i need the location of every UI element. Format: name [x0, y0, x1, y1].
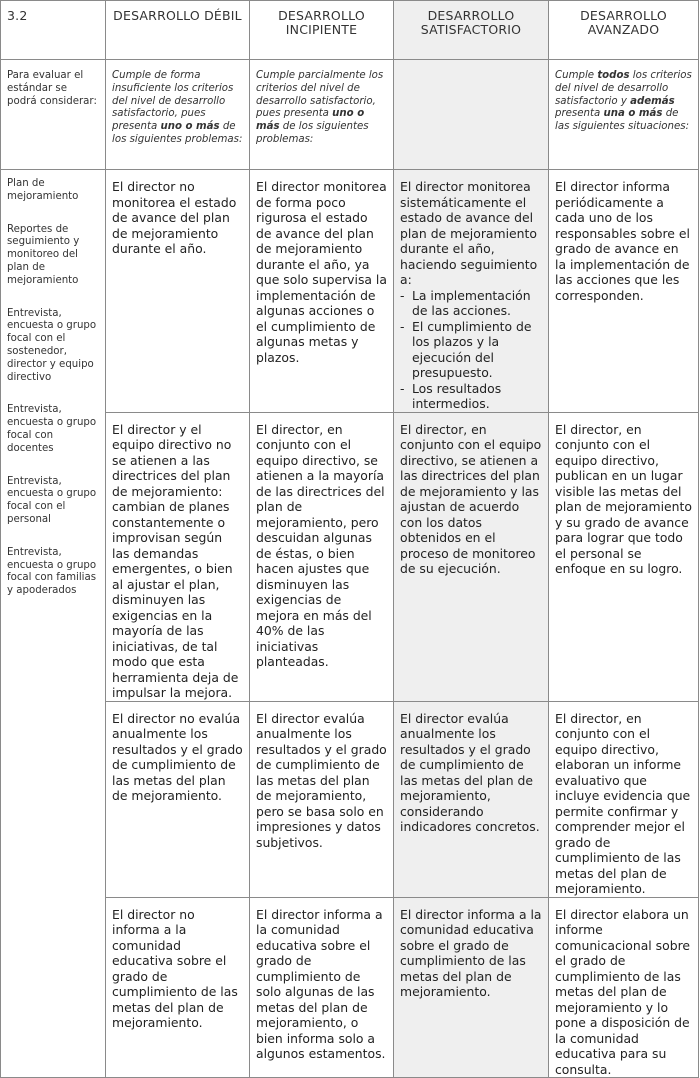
cell-satisfactorio: El director informa a la comunidad educativa sobre el grado de cumplimiento de las metas del plan de mejoramiento. — [394, 897, 549, 1078]
cell-satisfactorio-text: El director monitorea sistemáticamente el estado de avance del plan de mejoramiento durante el año, haciendo seguimiento a: — [400, 179, 538, 287]
criteria-row — [1, 701, 699, 897]
evidence-item: Entrevista, encuesta o grupo focal con familias y apoderados — [7, 546, 97, 597]
evidence-item: Entrevista, encuesta o grupo focal con el personal — [7, 475, 97, 525]
criteria-row — [1, 897, 699, 1078]
evidence-item: Entrevista, encuesta o grupo focal con docentes — [7, 404, 97, 454]
intro-row — [1, 60, 699, 170]
cell-incipiente: El director monitorea de forma poco rigurosa el estado de avance del plan de mejoramiento durante el año, ya que solo supervisa la implementación de algunas acciones o el cumplimiento de algunas metas y plazos. — [250, 170, 394, 413]
cell-avanzado: El director informa periódicamente a cada uno de los responsables sobre el grado de avance en la implementación de las acciones que les corresponden. — [549, 170, 699, 413]
level-header-debil: DESARROLLO DÉBIL — [106, 1, 250, 60]
intro-avanzado: Cumple todos los criterios del nivel de desarrollo satisfactorio y además presenta una o más de las siguientes situaciones: — [549, 60, 699, 170]
cell-debil: El director no monitorea el estado de avance del plan de mejoramiento durante el año. — [106, 170, 250, 413]
cell-satisfactorio — [394, 170, 549, 413]
cell-satisfactorio: El director, en conjunto con el equipo directivo, se atienen a las directrices del plan de mejoramiento y las ajustan de acuerdo con los datos obtenidos en el proceso de monitoreo de su ejecución. — [394, 412, 549, 701]
list-item: - Los resultados intermedios. — [400, 381, 542, 412]
intro-incipiente: Cumple parcialmente los criterios del nivel de desarrollo satisfactorio, pues presenta uno o más de los siguientes problemas: — [250, 60, 394, 170]
evidence-item: Plan de mejoramiento — [7, 178, 79, 202]
satisfactorio-list — [400, 288, 542, 412]
evidence-sources — [1, 170, 106, 1078]
cell-satisfactorio: El director evalúa anualmente los resultados y el grado de cumplimiento de las metas del plan de mejoramiento, considerando indicadores concretos. — [394, 701, 549, 897]
level-header-incipiente: DESARROLLO INCIPIENTE — [250, 1, 394, 60]
cell-incipiente: El director, en conjunto con el equipo directivo, se atienen a la mayoría de las directrices del plan de mejoramiento, pero descuidan algunas de éstas, o bien hacen ajustes que disminuyen las exigencias de mejora en más del 40% de las iniciativas planteadas. — [250, 412, 394, 701]
cell-avanzado: El director, en conjunto con el equipo directivo, publican en un lugar visible las metas del plan de mejoramiento y su grado de avance para lograr que todo el personal se enfoque en su logro. — [549, 412, 699, 701]
level-header-avanzado: DESARROLLO AVANZADO — [549, 1, 699, 60]
intro-satisfactorio — [394, 60, 549, 170]
cell-avanzado: El director, en conjunto con el equipo directivo, elaboran un informe evaluativo que incluye evidencia que permite confirmar y comprender mejor el grado de cumplimiento de las metas del plan de mejoramiento. — [549, 701, 699, 897]
level-header-satisfactorio: DESARROLLO SATISFACTORIO — [394, 1, 549, 60]
intro-debil: Cumple de forma insuficiente los criterios del nivel de desarrollo satisfactorio, pues presenta uno o más de los siguientes problemas: — [106, 60, 250, 170]
criteria-row — [1, 412, 699, 701]
evaluation-label: Para evaluar el estándar se podrá considerar: — [1, 60, 106, 170]
cell-debil: El director no informa a la comunidad educativa sobre el grado de cumplimiento de las metas del plan de mejoramiento. — [106, 897, 250, 1078]
cell-debil: El director y el equipo directivo no se atienen a las directrices del plan de mejoramiento: cambian de planes constantemente o improvisan según las demandas emergentes, o bien al ajustar el plan, disminuyen las exigencias en la mayoría de las iniciativas, de tal modo que esta herramienta deja de impulsar la mejora. — [106, 412, 250, 701]
list-item: - La implementación de las acciones. — [400, 288, 542, 319]
cell-incipiente: El director evalúa anualmente los resultados y el grado de cumplimiento de las metas del plan de mejoramiento, pero se basa solo en impresiones y datos subjetivos. — [250, 701, 394, 897]
criteria-row — [1, 170, 699, 413]
header-row — [1, 1, 699, 60]
standard-code: 3.2 — [1, 1, 106, 60]
cell-incipiente: El director informa a la comunidad educativa sobre el grado de cumplimiento de solo algunas de las metas del plan de mejoramiento, o bien informa solo a algunos estamentos. — [250, 897, 394, 1078]
list-item: - El cumplimiento de los plazos y la ejecución del presupuesto. — [400, 319, 542, 381]
evidence-item: Reportes de seguimiento y monitoreo del plan de mejoramiento — [7, 223, 80, 286]
cell-avanzado: El director elabora un informe comunicacional sobre el grado de cumplimiento de las metas del plan de mejoramiento y lo pone a disposición de la comunidad educativa para su consulta. — [549, 897, 699, 1078]
evidence-item: Entrevista, encuesta o grupo focal con el sostenedor, director y equipo directivo — [7, 307, 97, 383]
cell-debil: El director no evalúa anualmente los resultados y el grado de cumplimiento de las metas del plan de mejoramiento. — [106, 701, 250, 897]
